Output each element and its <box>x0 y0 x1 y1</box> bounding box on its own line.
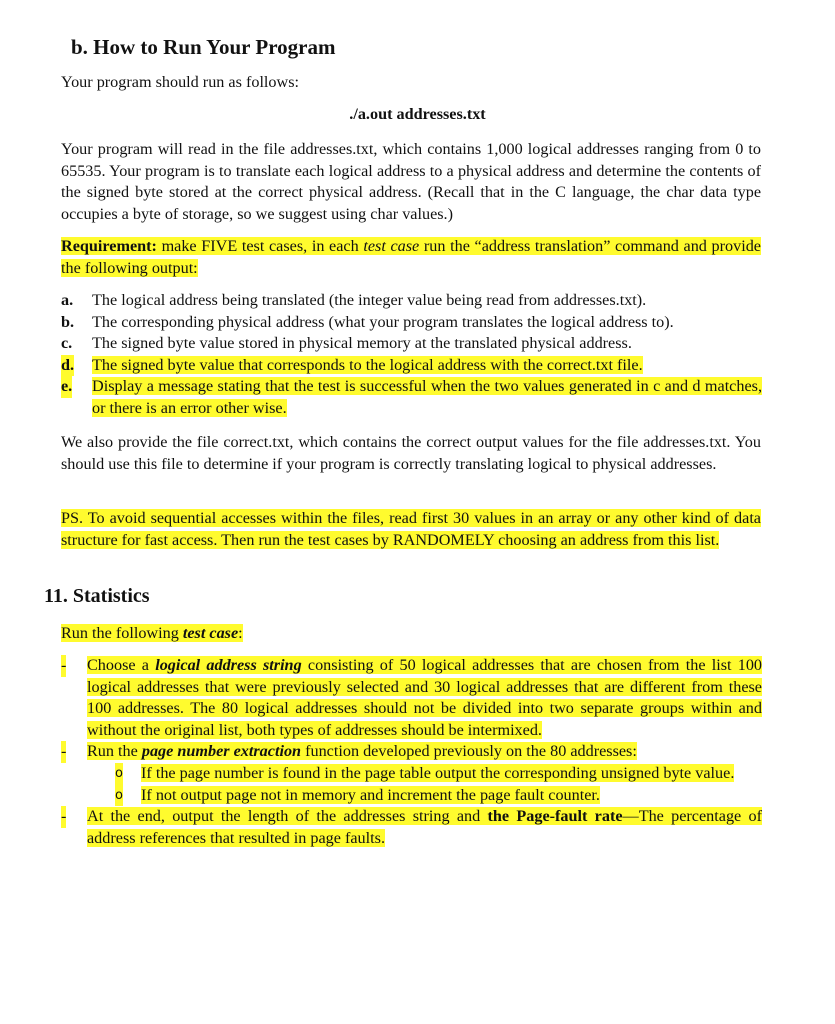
run-suffix: : <box>238 624 243 642</box>
list-item <box>61 376 762 419</box>
dash-marker: - <box>61 806 66 828</box>
correct-file-paragraph: We also provide the file correct.txt, which contains the correct output values for the file addresses.txt. You should use this file to determine if your program is correctly translating logical to physical addresses. <box>61 433 761 473</box>
logical-address-string-term: logical address string <box>155 656 302 674</box>
statistics-list <box>61 655 762 849</box>
requirement-paragraph <box>61 236 761 279</box>
circle-bullet-icon: o <box>115 763 123 785</box>
list-item <box>61 655 762 741</box>
list-item-text: The corresponding physical address (what your program translates the logical address to). <box>92 312 674 331</box>
list-item-text: The signed byte value that corresponds to the logical address with the correct.txt file. <box>92 355 643 374</box>
bullet-text: —The percentage of address references that resulted in page faults. <box>87 807 762 847</box>
list-item-text: The logical address being translated (the integer value being read from addresses.txt). <box>92 291 647 309</box>
section-b-heading: b. How to Run Your Program <box>71 35 336 59</box>
sub-list-item <box>115 785 762 807</box>
page-fault-rate-term: the Page-fault rate <box>487 807 623 826</box>
sub-item-text: If not output page not in memory and increment the page fault counter. <box>141 785 600 804</box>
requirement-text-after: run the “address translation” command and provide the following output: <box>61 237 761 277</box>
list-item <box>61 806 762 849</box>
bullet-text: Choose a <box>87 656 156 674</box>
bullet-text: function developed previously on the 80 addresses: <box>301 742 637 761</box>
list-item <box>61 333 762 355</box>
output-list <box>61 290 762 420</box>
list-marker: e. <box>61 376 72 398</box>
dash-marker: - <box>61 655 66 677</box>
bullet-text: consisting of 50 logical addresses that are chosen from the list 100 logical addresses that were previously selected and 30 logical addresses that are different from these 100 addresses. The 80 logical addresses should not be divided into two separate groups within and without the original list, both types of addresses should be intermixed. <box>87 656 763 739</box>
sub-item-text: If the page number is found in the page table output the corresponding unsigned byte value. <box>141 763 735 782</box>
requirement-italic: test case <box>363 237 420 255</box>
list-item <box>61 290 762 312</box>
list-item-text: Display a message stating that the test is successful when the two values generated in c and d matches, or there is an error other wise. <box>92 377 762 417</box>
run-test-case-italic: test case <box>182 624 239 642</box>
list-marker: a. <box>61 291 74 309</box>
list-marker: b. <box>61 312 75 331</box>
list-item <box>61 312 762 334</box>
list-item <box>61 741 762 806</box>
dash-marker: - <box>61 741 66 763</box>
bullet-text: Run the <box>87 742 142 761</box>
program-description: Your program will read in the file addresses.txt, which contains 1,000 logical addresses ranging from 0 to 65535. Your program is to translate each logical address to a physical address and determine the contents of the signed byte stored at the correct physical address. (Recall that in the C language, the char data type occupies a byte of storage, so we suggest using char values.) <box>61 140 761 223</box>
page-number-extraction-term: page number extraction <box>141 742 302 761</box>
ps-text: PS. To avoid sequential accesses within the files, read first 30 values in an array or any other kind of data structure for fast access. Then run the test cases by RANDOMELY choosing an address from this list. <box>61 509 761 549</box>
requirement-label: Requirement: <box>61 237 157 255</box>
run-prefix: Run the following <box>61 624 183 642</box>
run-intro: Your program should run as follows: <box>61 73 300 91</box>
bullet-text: At the end, output the length of the addresses string and <box>87 807 488 826</box>
run-command: ./a.out addresses.txt <box>349 105 486 123</box>
circle-bullet-icon: o <box>115 785 123 807</box>
run-test-case-line <box>61 623 761 645</box>
list-item-text: The signed byte value stored in physical memory at the translated physical address. <box>92 334 632 353</box>
requirement-text-before: make FIVE test cases, in each <box>156 237 364 255</box>
sub-list-item <box>115 763 762 785</box>
section-11-heading: 11. Statistics <box>44 585 150 607</box>
list-item <box>61 355 762 377</box>
list-marker: c. <box>61 334 73 353</box>
sub-list <box>87 763 762 806</box>
ps-paragraph <box>61 508 761 551</box>
list-marker: d. <box>61 355 74 377</box>
